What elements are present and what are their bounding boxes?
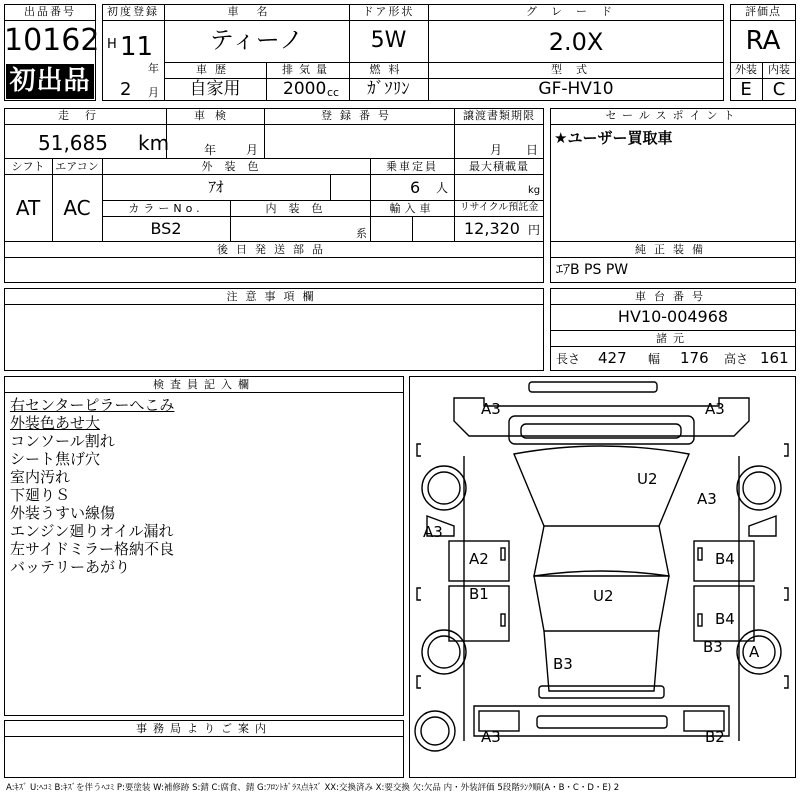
inspection-label: 車検: [194, 109, 236, 122]
recycle: 12,320: [464, 219, 520, 238]
month-unit: 月: [148, 86, 159, 99]
equipment: ｴｱB PS PW: [556, 262, 629, 278]
inspector-notes: [10, 396, 174, 576]
reg-year: 11: [120, 32, 154, 62]
damage-mark: U2: [593, 587, 614, 605]
fuel-label: 燃料: [369, 63, 408, 76]
height-label: 高さ: [724, 352, 749, 366]
damage-mark: A3: [481, 728, 501, 746]
lot-number: 10162: [4, 23, 100, 58]
exterior-label: 外装: [735, 63, 757, 76]
damage-mark: A3: [697, 490, 717, 508]
damage-mark: B3: [553, 655, 573, 673]
notes-label: 注意事項欄: [226, 290, 322, 303]
chassis-label: 車台番号: [635, 290, 711, 303]
car-diagram: [409, 376, 796, 778]
inspector-note: エンジン廻りオイル漏れ: [10, 522, 174, 540]
shift-label: シフト: [11, 160, 45, 173]
displacement-label: 排気量: [282, 63, 333, 76]
door-label: ドア形状: [362, 5, 415, 18]
inspector-note: 外装色あせ大: [10, 414, 101, 432]
damage-mark: A3: [481, 400, 501, 418]
recycle-label: リサイクル預託金: [459, 202, 539, 213]
damage-mark: A3: [705, 400, 725, 418]
sales-point: ★ユーザー買取車: [554, 129, 673, 147]
aircon: AC: [63, 196, 91, 220]
ext-color: ｱｵ: [208, 178, 224, 196]
exterior-grade: E: [740, 79, 752, 100]
damage-mark: A2: [469, 550, 489, 568]
damage-mark: U2: [637, 470, 658, 488]
door: 5W: [370, 28, 407, 53]
chassis: HV10-004968: [617, 307, 729, 326]
damage-mark: B4: [715, 610, 735, 628]
history: 自家用: [189, 79, 241, 99]
displacement-unit: cc: [327, 86, 340, 99]
model-label: 型式: [551, 63, 601, 76]
ext-color-label: 外装色: [201, 160, 271, 173]
interior-grade: C: [772, 79, 786, 100]
inspector-label: 検査員記入欄: [153, 378, 255, 391]
inspector-note: シート焦げ穴: [10, 450, 101, 468]
equipment-label: 純正装備: [635, 243, 711, 256]
height: 161: [760, 349, 789, 367]
mileage-label: 走行: [58, 109, 112, 122]
car-name-label: 車名: [227, 5, 286, 18]
inspector-note: コンソール割れ: [10, 432, 115, 450]
fuel: ｶﾞｿﾘﾝ: [367, 79, 410, 99]
transfer-month-unit: 月: [490, 143, 503, 157]
inspector-note: 外装うすい線傷: [10, 504, 116, 522]
year-unit: 年: [148, 62, 159, 75]
width-label: 幅: [648, 352, 661, 366]
damage-mark: B2: [705, 728, 725, 746]
color-no-label: カラーNo.: [128, 202, 204, 215]
mileage: 51,685: [38, 131, 108, 155]
score: RA: [745, 26, 781, 56]
interior-label: 内装: [768, 63, 790, 76]
damage-mark: B3: [703, 638, 723, 656]
capacity-label: 乗車定員: [386, 160, 438, 173]
dims-label: 諸元: [656, 332, 690, 345]
history-label: 車歴: [196, 63, 234, 76]
legend: A:ｷｽﾞ U:ﾍｺﾐ B:ｷｽﾞを伴うﾍｺﾐ P:要塗装 W:補修跡 S:錆 C:腐食、錆 G:ﾌﾛﾝﾄｶﾞﾗｽ点ｷｽﾞ XX:交換済み X:要交換 欠:欠品 内・外装評価 5段階ﾗﾝｸ順(A・B・C・D・E) 2: [6, 783, 620, 793]
era: H: [107, 37, 117, 52]
mileage-unit: km: [138, 131, 170, 155]
damage-mark: A: [749, 643, 760, 661]
transfer-day-unit: 日: [526, 143, 539, 157]
inspector-note: 下廻りＳ: [10, 486, 71, 504]
lot-number-label: 出品番号: [24, 5, 76, 18]
later-parts-label: 後日発送部品: [217, 243, 331, 256]
inspector-note: 右センターピラーへこみ: [10, 396, 175, 414]
shift: AT: [15, 196, 41, 220]
inspector-note: 室内汚れ: [10, 468, 71, 486]
inspection-month-unit: 月: [246, 143, 259, 157]
load-unit: kg: [528, 185, 541, 196]
damage-mark: B4: [715, 550, 735, 568]
damage-mark: A3: [423, 523, 443, 541]
damage-mark: B1: [469, 585, 489, 603]
registration-label: 登録番号: [321, 109, 397, 122]
score-label: 評価点: [745, 5, 781, 18]
reg-month: 2: [120, 79, 132, 100]
displacement: 2000: [283, 79, 327, 99]
grade: 2.0X: [548, 28, 604, 56]
inspector-note: 左サイドミラー格納不良: [10, 540, 174, 558]
model: GF-HV10: [538, 79, 614, 99]
first-reg-label: 初度登録: [107, 5, 159, 18]
sales-points-label: セールスポイント: [605, 109, 741, 122]
car-name: ティーノ: [209, 26, 304, 54]
import-label: 輸入車: [389, 202, 435, 215]
office-label: 事務局よりご案内: [136, 722, 272, 735]
color-no: BS2: [150, 219, 182, 238]
width: 176: [680, 349, 709, 367]
int-color-label: 内装色: [265, 202, 335, 215]
int-color-suffix: 系: [356, 227, 367, 240]
length: 427: [598, 349, 627, 367]
first-listing-text: 初出品: [9, 66, 91, 96]
inspection-year-unit: 年: [204, 143, 217, 157]
capacity-unit: 人: [436, 181, 449, 195]
grade-label: グレード: [526, 5, 626, 18]
capacity: 6: [410, 178, 421, 197]
aircon-label: エアコン: [55, 160, 99, 173]
inspector-note: バッテリーあがり: [10, 558, 131, 576]
recycle-unit: 円: [528, 223, 541, 237]
length-label: 長さ: [556, 352, 581, 366]
load-label: 最大積載量: [469, 160, 529, 173]
transfer-docs-label: 譲渡書類期限: [463, 109, 535, 122]
